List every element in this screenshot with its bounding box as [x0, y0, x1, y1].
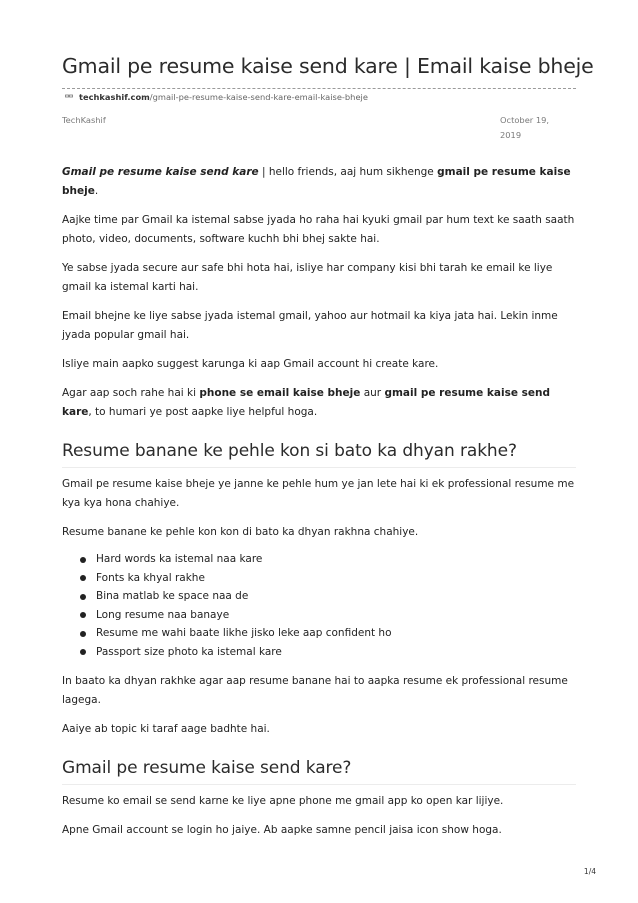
intro-keyword-bold: gmail pe resume kaise bheje	[62, 166, 571, 197]
section1-paragraph-4: Aaiye ab topic ki taraf aage badhte hai.	[62, 722, 270, 735]
intro-paragraph-4: Email bhejne ke liye sabse jyada istemal gmail, yahoo aur hotmail ka kiya jata hai. Lekin inme jyada popular gmail hai.	[62, 310, 558, 341]
publish-date	[500, 113, 552, 143]
section2-paragraph-1: Resume ko email se send karne ke liye apne phone me gmail app ko open kar lijiye.	[62, 794, 504, 807]
intro-p6-a: Agar aap soch rahe hai ki	[62, 387, 200, 399]
section1-paragraph-3: In baato ka dhyan rakhke agar aap resume banane hai to aapka resume ek professional resume lagega.	[62, 674, 568, 706]
article-title: Gmail pe resume kaise send kare | Email kaise bheje	[62, 54, 594, 78]
tips-list	[62, 550, 576, 662]
author-name: TechKashif	[62, 115, 106, 125]
source-url[interactable]	[62, 92, 576, 102]
intro-paragraph-1	[62, 163, 576, 201]
intro-paragraph-6	[62, 384, 576, 422]
article-meta	[62, 113, 576, 143]
list-item: Hard words ka istemal naa kare	[80, 550, 576, 569]
intro-p6-b: aur	[360, 387, 385, 399]
bullet-icon	[80, 575, 86, 581]
intro-paragraph-5: Isliye main aapko suggest karunga ki aap Gmail account hi create kare.	[62, 358, 439, 370]
intro-keyword-italic: Gmail pe resume kaise send kare	[62, 166, 259, 178]
bullet-icon	[80, 557, 86, 563]
url-domain[interactable]: techkashif.com	[79, 92, 150, 102]
intro-paragraph-2: Aajke time par Gmail ka istemal sabse jyada ho raha hai kyuki gmail par hum text ke saath saath photo, video, documents, software kuchh bhi bhej sakte hai.	[62, 214, 575, 245]
bullet-icon	[80, 612, 86, 618]
document-page	[62, 52, 594, 840]
link-icon	[65, 92, 73, 100]
section1-paragraph-2: Resume banane ke pehle kon kon di bato ka dhyan rakhna chahiye.	[62, 526, 419, 538]
intro-end: .	[94, 185, 99, 197]
intro-text: | hello friends, aaj hum sikhenge	[258, 166, 438, 178]
intro-p6-bold2: gmail pe resume kaise send kare	[62, 387, 550, 418]
publish-date-line2: 2019	[500, 130, 522, 140]
bullet-icon	[80, 594, 86, 600]
section-heading-resume-tips: Resume banane ke pehle kon si bato ka dhyan rakhe?	[62, 441, 517, 461]
bullet-icon	[80, 649, 86, 655]
intro-p6-bold1: phone se email kaise bheje	[199, 387, 361, 399]
publish-date-line1: October 19,	[500, 115, 550, 125]
title-divider	[62, 88, 576, 89]
list-item: Resume me wahi baate likhe jisko leke aap confident ho	[80, 624, 576, 643]
section2-paragraph-2: Apne Gmail account se login ho jaiye. Ab aapke samne pencil jaisa icon show hoga.	[62, 823, 502, 836]
intro-paragraph-3: Ye sabse jyada secure aur safe bhi hota hai, isliye har company kisi bhi tarah ke email ke liye gmail ka istemal karti hai.	[62, 262, 553, 293]
list-item: Long resume naa banaye	[80, 606, 576, 625]
list-item: Passport size photo ka istemal kare	[80, 643, 576, 662]
url-path[interactable]: /gmail-pe-resume-kaise-send-kare-email-kaise-bheje	[149, 92, 368, 102]
section1-paragraph-1: Gmail pe resume kaise bheje ye janne ke pehle hum ye jan lete hai ki ek professional resume me kya kya hona chahiye.	[62, 478, 575, 509]
list-item: Fonts ka khyal rakhe	[80, 569, 576, 588]
page-number: 1/4	[583, 867, 596, 876]
section-heading-send-resume: Gmail pe resume kaise send kare?	[62, 757, 352, 778]
intro-p6-c: , to humari ye post aapke liye helpful hoga.	[88, 406, 318, 418]
list-item: Bina matlab ke space naa de	[80, 587, 576, 606]
bullet-icon	[80, 631, 86, 637]
